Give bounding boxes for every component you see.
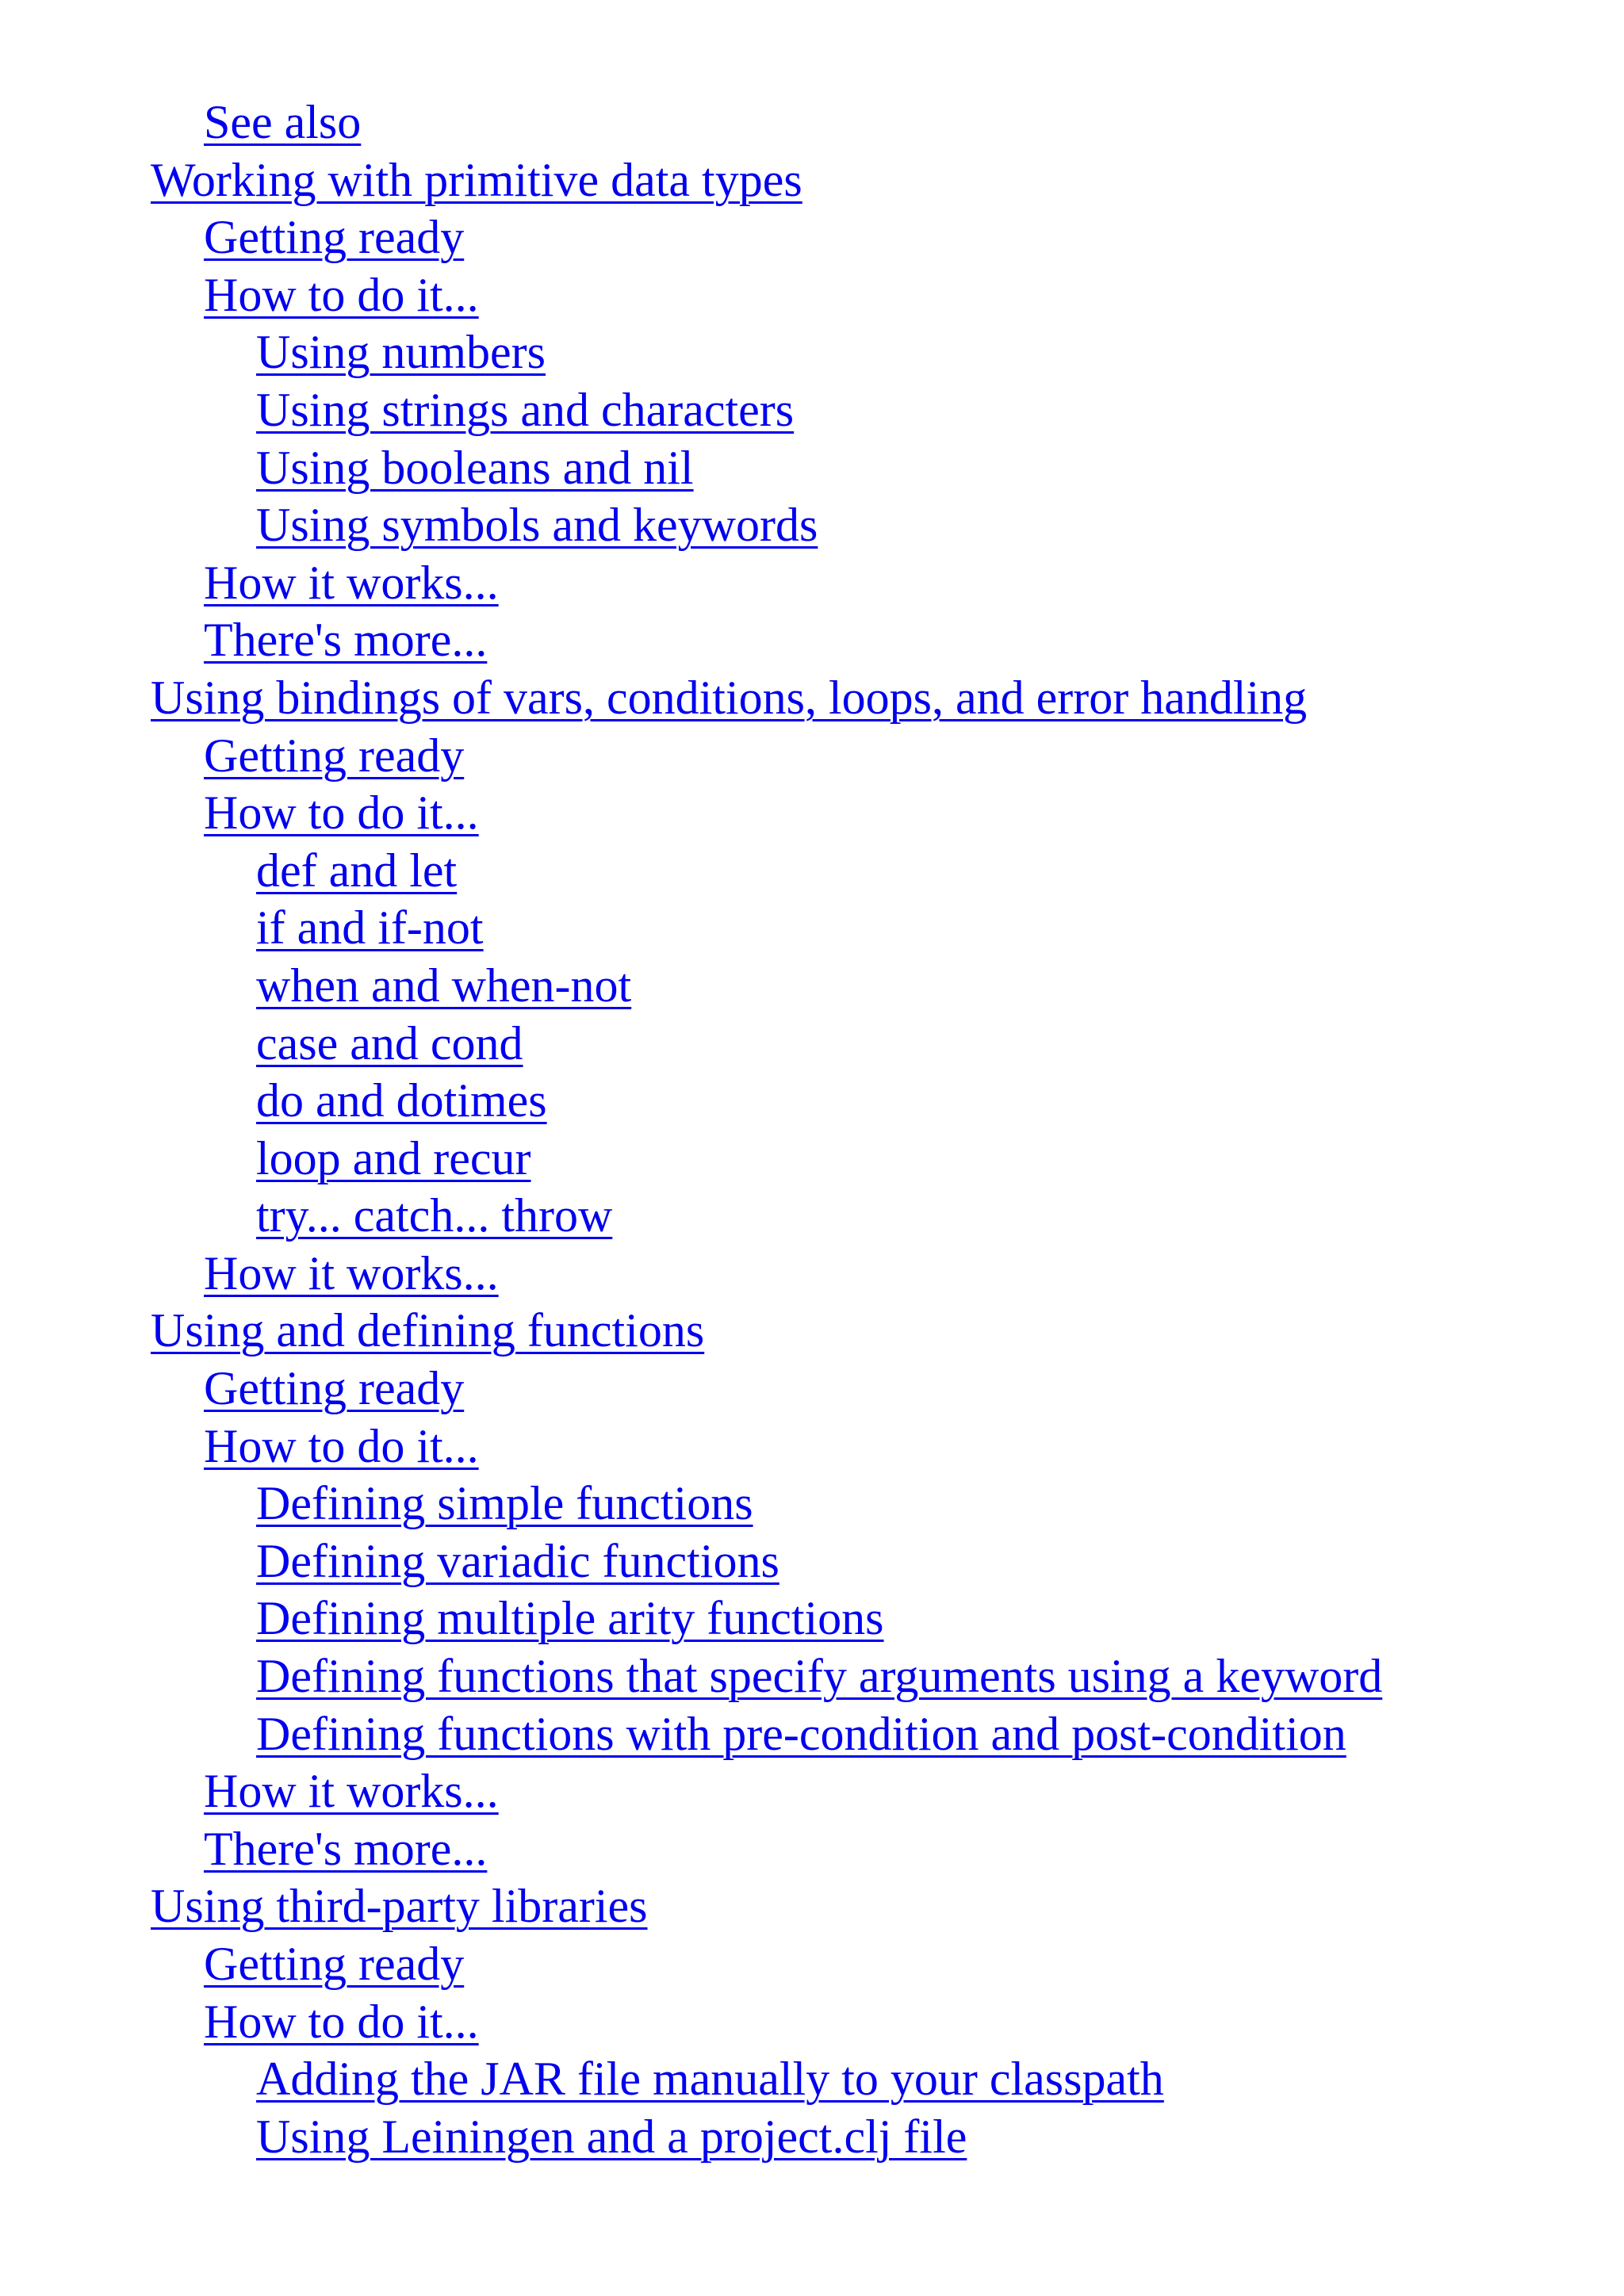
toc-link[interactable]: Using and defining functions	[151, 1304, 705, 1357]
toc-entry	[151, 1590, 1594, 1647]
toc-entry	[151, 727, 1594, 785]
toc-link[interactable]: How it works...	[204, 1246, 499, 1299]
toc-link[interactable]: Using strings and characters	[256, 383, 795, 436]
toc-link[interactable]: Defining functions with pre-condition and post-condition	[256, 1707, 1346, 1760]
toc-entry	[151, 496, 1594, 554]
toc-link[interactable]: Using numbers	[256, 326, 546, 379]
toc-entry	[151, 1993, 1594, 2051]
toc-link[interactable]: def and let	[256, 844, 458, 897]
toc-link[interactable]: Defining variadic functions	[256, 1534, 779, 1587]
toc-link[interactable]: How it works...	[204, 1765, 499, 1818]
toc-link[interactable]: Using Leiningen and a project.clj file	[256, 2110, 967, 2163]
toc-entry	[151, 1647, 1594, 1705]
toc-link[interactable]: How to do it...	[204, 786, 479, 840]
toc-link[interactable]: loop and recur	[256, 1131, 531, 1184]
toc-link[interactable]: Using third-party libraries	[151, 1880, 648, 1933]
toc-entry	[151, 1130, 1594, 1188]
toc-entry	[151, 1935, 1594, 1993]
toc-link[interactable]: Getting ready	[204, 211, 465, 264]
toc-link[interactable]: Working with primitive data types	[151, 153, 802, 206]
toc-entry	[151, 439, 1594, 497]
toc-link[interactable]: Getting ready	[204, 1362, 465, 1415]
toc-entry	[151, 1302, 1594, 1360]
toc-link[interactable]: Using bindings of vars, conditions, loops, and error handling	[151, 671, 1308, 724]
toc-entry	[151, 957, 1594, 1015]
toc-link[interactable]: See also	[204, 96, 362, 148]
toc-link[interactable]: Defining simple functions	[256, 1477, 753, 1530]
toc-link[interactable]: case and cond	[256, 1016, 523, 1070]
toc-link[interactable]: try... catch... throw	[256, 1189, 613, 1242]
toc-link[interactable]: Using booleans and nil	[256, 441, 694, 494]
toc-link[interactable]: if and if-not	[256, 901, 484, 955]
toc-entry	[151, 209, 1594, 266]
toc-entry	[151, 842, 1594, 900]
toc-entry	[151, 669, 1594, 727]
toc-entry	[151, 94, 1594, 151]
toc-entry	[151, 1187, 1594, 1245]
toc-entry	[151, 1762, 1594, 1820]
toc-link[interactable]: Defining functions that specify arguments using a keyword	[256, 1650, 1383, 1703]
toc-link[interactable]: How to do it...	[204, 1995, 479, 2048]
toc-link[interactable]: Getting ready	[204, 729, 465, 782]
toc-entry	[151, 323, 1594, 381]
toc-entry	[151, 1533, 1594, 1590]
toc-link[interactable]: Adding the JAR file manually to your classpath	[256, 2053, 1164, 2106]
toc-entry	[151, 151, 1594, 209]
toc-entry	[151, 381, 1594, 439]
toc-entry	[151, 611, 1594, 669]
toc-entry	[151, 1072, 1594, 1130]
toc-entry	[151, 899, 1594, 957]
toc-link[interactable]: How to do it...	[204, 268, 479, 321]
toc-link[interactable]: Using symbols and keywords	[256, 499, 818, 552]
toc-entry	[151, 2108, 1594, 2166]
toc-entry	[151, 2050, 1594, 2108]
toc-entry	[151, 1015, 1594, 1073]
toc-entry	[151, 1418, 1594, 1475]
toc-entry	[151, 1820, 1594, 1878]
toc-entry	[151, 1705, 1594, 1763]
toc-link[interactable]: do and dotimes	[256, 1074, 547, 1127]
table-of-contents	[151, 94, 1594, 2165]
toc-link[interactable]: Defining multiple arity functions	[256, 1592, 884, 1645]
toc-entry	[151, 784, 1594, 842]
toc-entry	[151, 1475, 1594, 1533]
toc-entry	[151, 1360, 1594, 1418]
toc-link[interactable]: How it works...	[204, 556, 499, 609]
toc-link[interactable]: There's more...	[204, 614, 488, 667]
toc-entry	[151, 1245, 1594, 1303]
toc-link[interactable]: How to do it...	[204, 1419, 479, 1472]
toc-link[interactable]: Getting ready	[204, 1938, 465, 1990]
toc-link[interactable]: There's more...	[204, 1822, 488, 1875]
toc-entry	[151, 1877, 1594, 1935]
toc-entry	[151, 554, 1594, 612]
toc-entry	[151, 266, 1594, 324]
toc-link[interactable]: when and when-not	[256, 959, 632, 1012]
